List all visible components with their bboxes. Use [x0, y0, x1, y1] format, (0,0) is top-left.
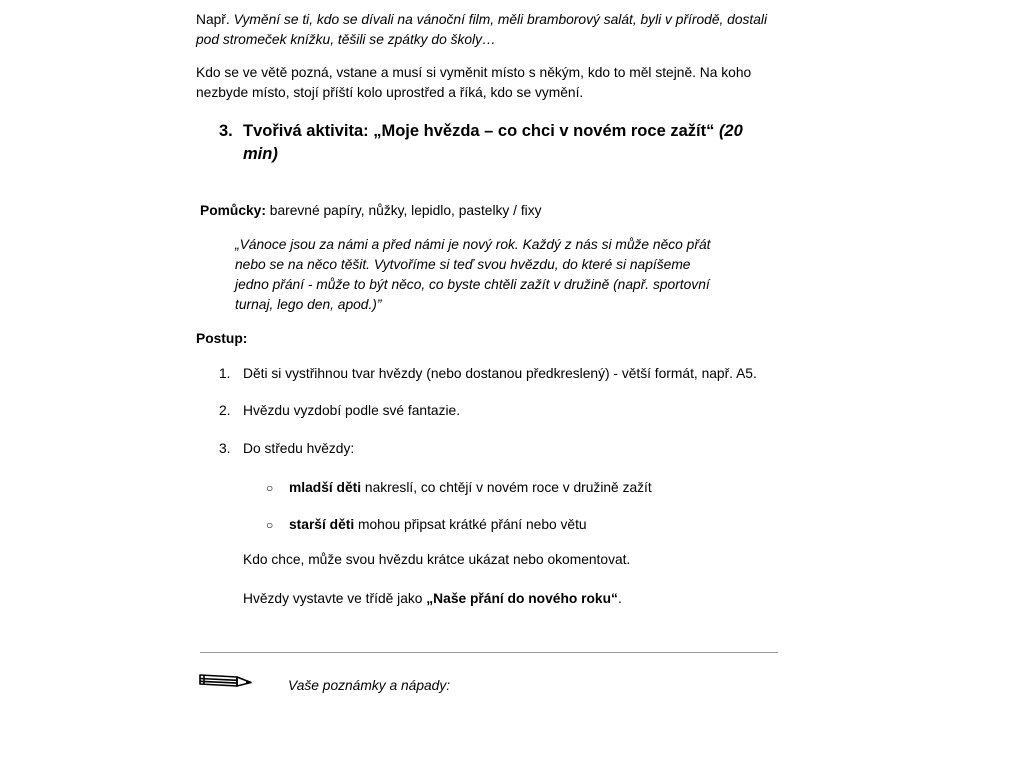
- bullet-text: mohou připsat krátké přání nebo větu: [354, 517, 587, 532]
- display-prefix: Hvězdy vystavte ve třídě jako: [243, 591, 427, 606]
- procedure-label: Postup:: [196, 331, 248, 346]
- quote-line: nebo se na něco těšit. Vytvoříme si teď svou hvězdu, do které si napíšeme: [235, 257, 691, 272]
- quote-line: jedno přání - může to být něco, co byste chtěli zažít v družině (např. sportovní: [235, 277, 710, 292]
- section-title: Tvořivá aktivita: „Moje hvězda – co chci v novém roce zažít“: [243, 122, 715, 140]
- example-paragraph: [196, 10, 786, 50]
- section-duration-end: min): [243, 145, 278, 163]
- step-number: 1.: [219, 366, 231, 381]
- procedure-step: [219, 364, 757, 384]
- aids-text: barevné papíry, nůžky, lepidlo, pastelky / fixy: [265, 203, 542, 218]
- section-heading: [219, 120, 743, 166]
- display-suffix: .: [617, 591, 622, 606]
- aids-label: Pomůcky:: [200, 203, 266, 218]
- quote-line: „Vánoce jsou za námi a před námi je nový rok. Každý z nás si může něco přát: [235, 237, 711, 252]
- bullet-item: [266, 515, 587, 535]
- intro-quote: [235, 235, 755, 315]
- procedure-step: [219, 439, 354, 459]
- section-duration-start: (20: [718, 122, 743, 140]
- bullet-bold: mladší děti: [289, 480, 362, 495]
- step-text: Do středu hvězdy:: [243, 441, 355, 456]
- procedure-step: [219, 401, 460, 421]
- step-number: 2.: [219, 403, 231, 418]
- notes-label: Vaše poznámky a nápady:: [288, 678, 451, 693]
- bullet-text: nakreslí, co chtějí v novém roce v družině zažít: [361, 480, 652, 495]
- step-text: Děti si vystřihnou tvar hvězdy (nebo dostanou předkreslený) - větší formát, např. A5.: [243, 366, 757, 381]
- section-divider: [200, 652, 778, 653]
- bullet-bold: starší děti: [289, 517, 355, 532]
- step-number: 3.: [219, 441, 231, 456]
- example-prefix: Např.: [196, 12, 234, 27]
- share-text: Kdo chce, může svou hvězdu krátce ukázat nebo okomentovat.: [243, 552, 631, 567]
- quote-line: turnaj, lego den, apod.)”: [235, 297, 382, 312]
- example-text: Vymění se ti, kdo se dívali na vánoční film, měli bramborový salát, byli v přírodě, dostali pod stromeček knížku, těšili se zpátky do školy…: [196, 12, 768, 47]
- display-text: [243, 589, 622, 609]
- aids-line: [200, 201, 542, 221]
- bullet-item: [266, 478, 652, 498]
- bullet-marker: ○: [266, 481, 274, 495]
- pencil-icon: [197, 664, 253, 692]
- game-rules-paragraph: Kdo se ve větě pozná, vstane a musí si vyměnit místo s někým, kdo to měl stejně. Na koho nezbyde místo, stojí příští kolo uprostřed a říká, kdo se vymění.: [196, 65, 752, 100]
- display-bold: „Naše přání do nového roku“: [426, 591, 618, 606]
- bullet-marker: ○: [266, 518, 274, 532]
- section-number: 3.: [219, 122, 233, 140]
- step-text: Hvězdu vyzdobí podle své fantazie.: [243, 403, 461, 418]
